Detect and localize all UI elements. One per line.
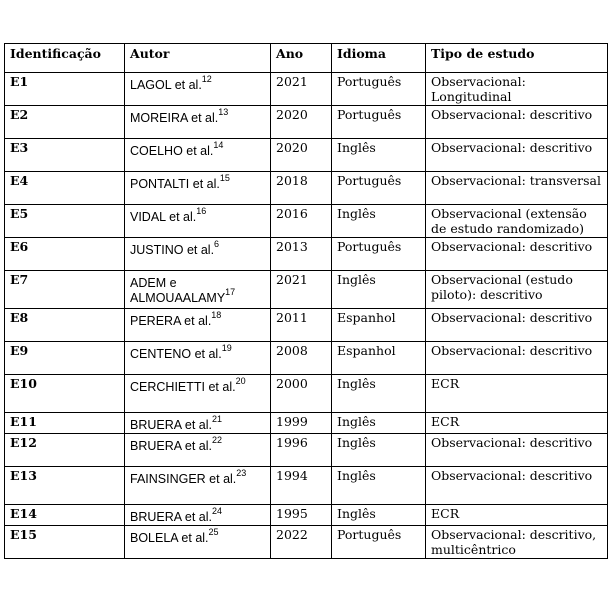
row-id: E7 [5,271,125,309]
table-row [5,342,608,375]
author-text [130,140,265,159]
row-language: Espanhol [332,309,426,342]
reference-number: 20 [235,375,246,386]
author-name: COELHO et al. [130,144,214,158]
row-id: E8 [5,309,125,342]
row-study-type: Observacional: descritivo [426,106,608,139]
row-id: E3 [5,139,125,172]
row-author [125,106,271,139]
row-id: E13 [5,467,125,505]
row-id: E4 [5,172,125,205]
author-text [130,107,265,126]
row-author [125,413,271,434]
row-language: Inglês [332,505,426,526]
row-author [125,309,271,342]
row-author [125,434,271,467]
reference-number: 21 [211,413,222,424]
row-year: 2011 [271,309,332,342]
row-language: Português [332,238,426,271]
row-language: Inglês [332,467,426,505]
row-year: 1995 [271,505,332,526]
row-author [125,342,271,375]
author-name: PERERA et al. [130,314,212,328]
row-id: E2 [5,106,125,139]
table-row [5,467,608,505]
row-author [125,238,271,271]
row-year: 1996 [271,434,332,467]
reference-number: 19 [221,342,232,353]
row-id: E12 [5,434,125,467]
header-ano: Ano [271,44,332,73]
row-author [125,172,271,205]
row-author [125,271,271,309]
row-author [125,505,271,526]
author-text [130,435,265,454]
reference-number: 16 [196,205,207,216]
row-study-type: Observacional: transversal [426,172,608,205]
row-year: 2020 [271,139,332,172]
header-tipo-de-estudo: Tipo de estudo [426,44,608,73]
row-id: E15 [5,526,125,559]
author-name: BRUERA et al. [130,418,212,432]
row-id: E11 [5,413,125,434]
table-row [5,505,608,526]
reference-number: 6 [214,238,220,249]
row-id: E1 [5,73,125,106]
row-year: 2000 [271,375,332,413]
author-name: BRUERA et al. [130,510,212,524]
author-text [130,173,265,192]
author-name: LAGOL et al. [130,78,202,92]
row-id: E10 [5,375,125,413]
author-name: VIDAL et al. [130,210,197,224]
row-language: Português [332,106,426,139]
row-year: 1999 [271,413,332,434]
row-language: Inglês [332,205,426,238]
author-text [130,206,265,225]
table-row [5,73,608,106]
row-language: Inglês [332,434,426,467]
reference-number: 14 [213,139,224,150]
reference-number: 15 [219,172,230,183]
row-language: Espanhol [332,342,426,375]
author-name: BOLELA et al. [130,531,209,545]
row-id: E6 [5,238,125,271]
row-study-type: Observacional: descritivo [426,434,608,467]
row-study-type: Observacional: descritivo [426,139,608,172]
row-study-type: Observacional: Longitudinal [426,73,608,106]
table-row [5,375,608,413]
reference-number: 13 [218,106,229,117]
row-study-type: Observacional: descritivo [426,342,608,375]
table-row [5,139,608,172]
header-identificacao: Identificação [5,44,125,73]
reference-number: 23 [236,467,247,478]
reference-number: 24 [211,505,222,516]
row-year: 2020 [271,106,332,139]
author-text [130,272,265,306]
row-author [125,467,271,505]
row-year: 2008 [271,342,332,375]
table-row [5,205,608,238]
row-study-type: ECR [426,375,608,413]
author-text [130,310,265,329]
row-study-type: Observacional: descritivo, multicêntrico [426,526,608,559]
table-row [5,309,608,342]
row-author [125,375,271,413]
author-name: FAINSINGER et al. [130,472,237,486]
row-id: E14 [5,505,125,526]
row-study-type: ECR [426,505,608,526]
row-year: 2013 [271,238,332,271]
row-study-type: Observacional: descritivo [426,309,608,342]
row-study-type: Observacional: descritivo [426,467,608,505]
author-name: PONTALTI et al. [130,177,220,191]
table-row [5,413,608,434]
author-name: ADEM e ALMOUAALAMY [130,276,226,305]
table-row [5,434,608,467]
author-text [130,468,265,487]
row-language: Português [332,73,426,106]
author-text [130,527,265,546]
row-study-type: Observacional (estudo piloto): descritivo [426,271,608,309]
row-language: Português [332,526,426,559]
reference-number: 22 [211,434,222,445]
author-name: BRUERA et al. [130,439,212,453]
row-year: 2021 [271,271,332,309]
author-text [130,74,265,93]
studies-table [4,43,608,559]
row-year: 2021 [271,73,332,106]
table-row [5,271,608,309]
table-row [5,526,608,559]
row-author [125,526,271,559]
row-author [125,73,271,106]
reference-number: 17 [225,286,236,297]
row-year: 2018 [271,172,332,205]
reference-number: 18 [211,309,222,320]
reference-number: 25 [208,526,219,537]
row-id: E9 [5,342,125,375]
header-row [5,44,608,73]
author-text [130,239,265,258]
reference-number: 12 [201,73,212,84]
row-language: Inglês [332,139,426,172]
header-autor: Autor [125,44,271,73]
author-text [130,343,265,362]
row-author [125,139,271,172]
author-text [130,506,265,525]
row-study-type: Observacional: descritivo [426,238,608,271]
author-text [130,376,265,395]
table-row [5,172,608,205]
row-year: 2016 [271,205,332,238]
row-year: 2022 [271,526,332,559]
row-language: Inglês [332,271,426,309]
row-language: Inglês [332,413,426,434]
author-name: CENTENO et al. [130,347,222,361]
author-text [130,414,265,433]
header-idioma: Idioma [332,44,426,73]
row-language: Inglês [332,375,426,413]
table-row [5,238,608,271]
row-id: E5 [5,205,125,238]
row-author [125,205,271,238]
row-language: Português [332,172,426,205]
author-name: MOREIRA et al. [130,111,219,125]
row-study-type: Observacional (extensão de estudo randomizado) [426,205,608,238]
author-name: JUSTINO et al. [130,243,215,257]
author-name: CERCHIETTI et al. [130,380,236,394]
row-year: 1994 [271,467,332,505]
row-study-type: ECR [426,413,608,434]
table-row [5,106,608,139]
